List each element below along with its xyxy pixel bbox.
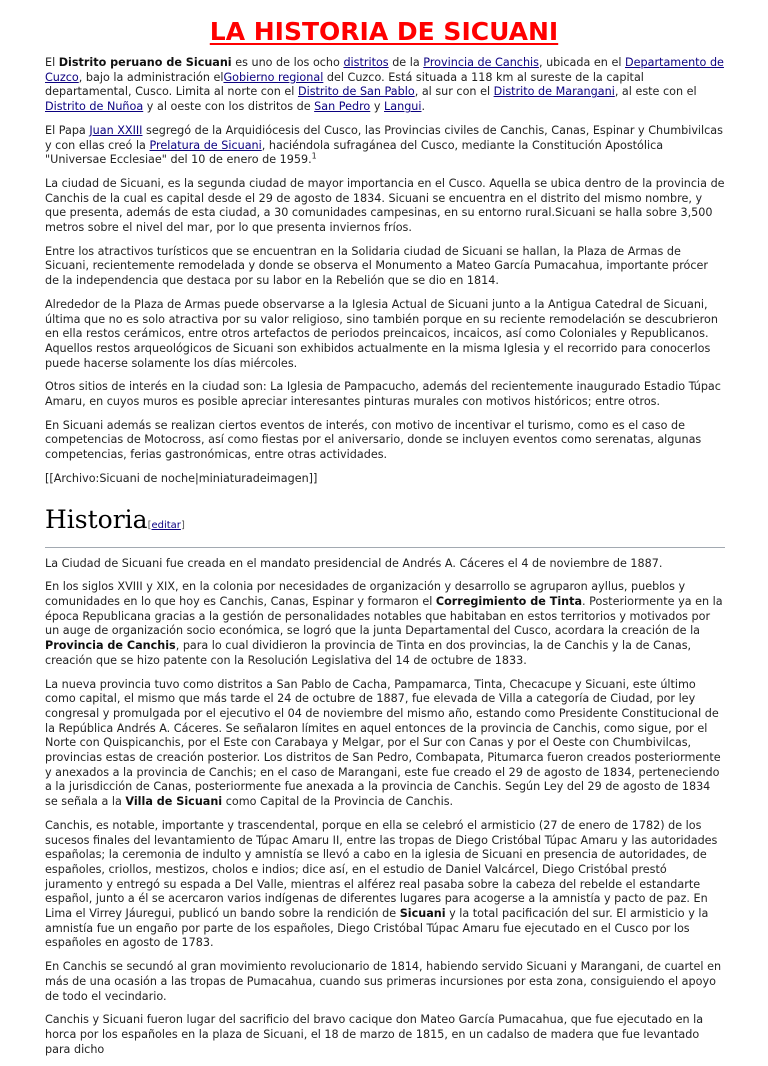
historia-paragraph-3 [45,678,725,810]
link-distrito-marangani[interactable]: Distrito de Marangani [493,85,615,99]
link-san-pedro[interactable]: San Pedro [314,100,371,114]
historia-paragraph-4 [45,819,725,951]
text-run: y [370,100,385,114]
bold-distrito: Distrito peruano de Sicuani [58,56,232,69]
historia-paragraph-1: La Ciudad de Sicuani fue creada en el mandato presidencial de Andrés A. Cáceres el 4 de noviembre de 1887. [45,556,663,570]
text-run: Canchis, es notable, importante y trascendental, porque en ella se celebró el armisticio (27 de enero de 1782) de los sucesos finales del levantamiento de Túpac Amaru II, entre las tropas de Diego Cristóbal Túpac Amaru y las autoridades españolas; la ceremonia de indulto y amnistía se llevó a cabo en la iglesia de Sicuani en presencia de autoridades, de españoles, criollos, mestizos, cholos e indios; dice así, en el estudio de Daniel Valcárcel, Diego Cristóbal prestó juramento y entregó su espada a Del Valle, mientras el alférez real pasaba sobre la cabeza del rebelde el estandarte español, junto a él se acercaron varios indígenas de diferentes lugares para acogerse a la amnistía y pacto de paz. En Lima el Virrey Jáuregui, publicó un bando sobre la rendición de [45,818,718,921]
historia-paragraph-6: Canchis y Sicuani fueron lugar del sacrificio del bravo cacique don Mateo García Pumacahua, que fue ejecutado en la horca por los españoles en la plaza de Sicuani, el 18 de marzo de 1815, en un cadalso de madera que fue levantado para dicho [45,1013,704,1056]
link-departamento-cuzco[interactable]: Departamento de Cuzco [45,56,724,84]
image-markup-text: [[Archivo:Sicuani de noche|miniaturadeimagen]] [45,471,318,485]
text-run: . Posteriormente ya en la época Republicana gracias a la gestión de personalidades notables que habitaban en estos territorios y motivados por un auge de organización socio económica, se logró que la junta Departamental del Cusco, acordara la creación de la [45,594,723,638]
text-run: y la total pacificación del sur. El armisticio y la amnistía fue un engaño por parte de los españoles, Diego Cristóbal Túpac Amaru fue ejecutado en el Cusco por los españoles en agosto de 1783. [45,907,709,950]
text-run: , al este con el [614,85,697,99]
text-run: El [45,56,59,69]
bold-corregimiento: Corregimiento de Tinta [435,594,583,608]
text-run: , haciéndola sufragánea del Cusco, mediante la Constitución Apostólica "Universae Ecclesiae" del 10 de enero de 1959. [45,138,664,167]
historia-paragraph-2 [45,580,725,668]
edit-section-link[interactable]: editar [151,519,181,531]
edit-bracket-close: ] [180,519,185,531]
intro-paragraph-5: Alrededor de la Plaza de Armas puede observarse a la Iglesia Actual de Sicuani junto a la Antigua Catedral de Sicuani, última que no es solo atractiva por su valor religioso, sino también porque en su reciente remodelación se descubrieron en ella restos cerámicos, entre otros artefactos de periodos preincaicos, incaicos, así como Coloniales y Republicanos. Aquellos restos arqueológicos de Sicuani son exhibidos actualmente en la misma Iglesia y el recorrido para conocerlos puede hacerse solamente los días miércoles. [45,297,718,370]
intro-paragraph-7: En Sicuani además se realizan ciertos eventos de interés, con motivo de incentivar el turismo, como es el caso de competencias de Motocross, así como fiestas por el aniversario, donde se incluyen eventos como serenatas, algunas competencias, ferias gastronómicas, entre otras actividades. [45,418,702,462]
intro-paragraph-3: La ciudad de Sicuani, es la segunda ciudad de mayor importancia en el Cusco. Aquella se ubica dentro de la provincia de Canchis de la cual es capital desde el 29 de agosto de 1834. Sicuani se encuentra en el distrito del mismo nombre, y que presenta, además de esta ciudad, a 30 comunidades campesinas, en su entorno rural.Sicuani se halla sobre 3,500 metros sobre el nivel del mar, por lo que presenta inviernos fríos. [45,176,725,235]
link-distrito-nunoa[interactable]: Distrito de Nuñoa [45,100,144,114]
text-run: El Papa [45,123,90,137]
text-run: del Cuzco. Está situada a 118 km al sureste de la capital departamental, Cusco. Limita al norte con el [45,70,644,99]
link-langui[interactable]: Langui [384,100,422,114]
link-juan-xxiii[interactable]: Juan XXIII [89,123,143,137]
section-heading-historia [45,505,725,548]
link-prelatura-sicuani[interactable]: Prelatura de Sicuani [149,138,262,152]
intro-paragraph-6: Otros sitios de interés en la ciudad son: La Iglesia de Pampacucho, además del recientemente inaugurado Estadio Túpac Amaru, en cuyos muros es posible apreciar interesantes pinturas murales con motivos históricos; entre otros. [45,380,721,409]
intro-paragraph-1 [45,56,725,115]
footnote-reference[interactable]: 1 [311,151,317,161]
bold-provincia-canchis: Provincia de Canchis [45,639,176,653]
text-run: , bajo la administración el [78,70,224,84]
article-body [45,56,725,1066]
link-gobierno-regional[interactable]: Gobierno regional [223,70,324,84]
link-distrito-san-pablo[interactable]: Distrito de San Pablo [297,85,415,99]
edit-bracket-open: [ [147,519,152,531]
bold-sicuani: Sicuani [399,907,446,921]
bold-villa-sicuani: Villa de Sicuani [125,795,223,809]
text-run: . [421,100,426,114]
intro-paragraph-2 [45,124,725,168]
text-run: La nueva provincia tuvo como distritos a San Pablo de Cacha, Pampamarca, Tinta, Checacupe y Sicuani, este último como capital, el mismo que más tarde el 24 de octubre de 1887, fue elevada de Villa a categoría de Ciudad, por ley congresal y promulgada por el ejecutivo el 04 de noviembre del mismo año, estando como Presidente Constitucional de la República Andrés A. Cáceres. Se señalaron límites en aquel entonces de la provincia de Canchis, como sigue, por el Norte con Quispicanchis, por el Este con Carabaya y Melgar, por el Sur con Canas y por el Oeste con Chumbivilcas, provincias estas de creación posterior. Los distritos de San Pedro, Combapata, Pitumarca fueron creados posteriormente y anexados a la provincia de Canchis; en el caso de Marangani, este fue creado el 29 de agosto de 1834, perteneciendo a la jurisdicción de Canas, posteriormente fue anexada a la provincia de Canchis. Según Ley del 29 de agosto de 1834 se señala a la [45,677,721,809]
text-run: como Capital de la Provincia de Canchis. [222,795,454,809]
link-distritos[interactable]: distritos [343,56,389,69]
historia-paragraph-5: En Canchis se secundó al gran movimiento revolucionario de 1814, habiendo servido Sicuani y Marangani, de cuartel en más de una ocasión a las tropas de Pumacahua, cuando sus primeras incursiones por esta zona, consiguiendo el apoyo de todo el vecindario. [45,960,722,1003]
edit-section [148,520,185,531]
page-title: LA HISTORIA DE SICUANI [209,17,559,46]
text-run: En los siglos XVIII y XIX, en la colonia por necesidades de organización y desarrollo se agruparon ayllus, pueblos y comunidades en lo que hoy es Canchis, Canas, Espinar y formaron el [45,580,686,608]
text-run: , al sur con el [414,85,494,99]
link-provincia-canchis[interactable]: Provincia de Canchis [423,56,539,69]
text-run: es uno de los ocho [231,56,344,69]
text-run: segregó de la Arquidiócesis del Cusco, las Provincias civiles de Canchis, Canas, Espinar y Chumbivilcas y con ellas creó la [45,123,723,152]
text-run: , ubicada en el [538,56,625,69]
intro-paragraph-4: Entre los atractivos turísticos que se encuentran en la Solidaria ciudad de Sicuani se hallan, la Plaza de Armas de Sicuani, recientemente remodelada y donde se observa el Monumento a Mateo García Pumacahua, importante prócer de la independencia que destaca por su labor en la Rebelión que se dio en 1814. [45,244,709,288]
text-run: , para lo cual dividieron la provincia de Tinta en dos provincias, la de Canchis y la de Canas, creación que se hizo patente con la Resolución Legislativa del 14 de octubre de 1833. [45,639,692,667]
section-heading-text: Historia [45,504,148,534]
text-run: y al oeste con los distritos de [143,100,315,114]
text-run: de la [388,56,424,69]
